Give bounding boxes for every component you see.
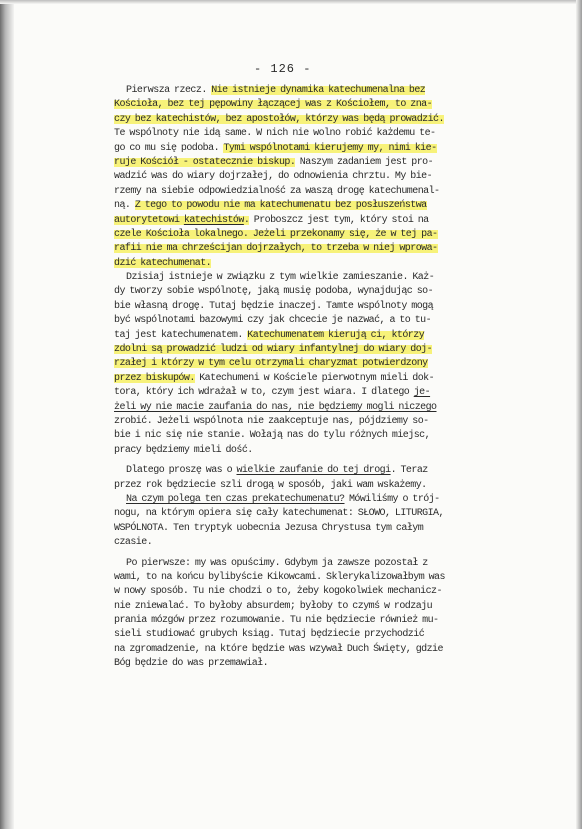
text-line (114, 285, 516, 299)
highlighted-text: zdolni są prowadzić ludzi od wiary infantylnej do wiary doj- (114, 344, 433, 356)
highlighted-text: Nie istnieje dynamika katechumenalna bez (211, 85, 426, 96)
text-segment: go co mu się podoba. (114, 142, 224, 154)
text-segment: . Teraz (390, 465, 428, 477)
text-segment: być wspólnotami bazowymi czy jak chcecie je nazwać, a to tu- (114, 315, 432, 327)
text-line (114, 257, 516, 271)
text-segment: sieli studiować grubych ksiąg. Tutaj będziecie przychodzić (114, 629, 425, 641)
highlighted-text: rafii nie ma chrześcijan dojrzałych, to trzeba w niej wprowa- (114, 243, 438, 255)
text-line (114, 386, 516, 400)
text-line (114, 127, 516, 141)
text-segment: ną. (114, 200, 135, 212)
text-line (114, 170, 516, 184)
text-line (114, 479, 516, 493)
text-line (114, 493, 516, 507)
text-line (114, 585, 516, 599)
body-text (114, 84, 516, 672)
text-line (114, 199, 516, 213)
underlined-text: je- (413, 387, 431, 399)
text-line (114, 557, 516, 571)
text-line (114, 84, 516, 98)
text-segment: na zgromadzenie, na które będzie was wzywał Duch Święty, gdzie (114, 643, 443, 655)
scan-shadow-left (0, 0, 14, 829)
text-segment: wami, to na końcu bylibyście Kikowcami. Sklerykalizowałbym was (114, 571, 445, 583)
text-line (114, 464, 516, 478)
underlined-text: żeli wy nie macie zaufania do nas, nie będziemy mogli niczego (114, 401, 437, 413)
highlighted-text: katechistów (183, 214, 244, 226)
highlighted-text: Kościoła, bez tej pępowiny łączącej was z Kościołem, to zna- (114, 99, 433, 111)
highlighted-text: rzałej i którzy w tym celu otrzymali charyzmat potwierdzony (114, 358, 428, 370)
text-segment: prania mózgów przez rozumowanie. Tu nie będziecie również mu- (114, 615, 439, 627)
highlighted-text: czy bez katechistów, bez apostołów, którzy was będą prowadzić. (114, 113, 444, 125)
text-line (114, 98, 516, 112)
scan-shadow-right (576, 0, 582, 829)
text-segment: tora, który ich wdrażał w to, czym jest wiara. I dlatego (114, 387, 414, 399)
page-number: - 126 - (254, 62, 312, 76)
text-segment: Dzisiaj istnieje w związku z tym wielkie zamieszanie. Każ- (126, 272, 435, 284)
highlighted-text: Tymi wspólnotami kierujemy my, nimi kie- (223, 142, 437, 154)
text-line (114, 343, 516, 357)
text-segment: rzemy na siebie odpowiedzialność za waszą drogę katechumenal- (114, 185, 440, 197)
text-line (114, 314, 516, 328)
text-line (114, 536, 516, 550)
text-line (114, 271, 516, 285)
text-line (114, 357, 516, 371)
text-line (114, 444, 516, 458)
text-segment: Po pierwsze: my was opuścimy. Gdybym ja zawsze pozostał z (126, 557, 428, 569)
underlined-text: Na czym polega ten czas prekatechumenatu? (126, 493, 345, 505)
text-line (114, 329, 516, 343)
highlighted-text: ruje Kościół - ostatecznie biskup. (114, 156, 296, 168)
text-segment: bie własną drogę. Tutaj będzie inaczej. Tamte wspólnoty mogą (114, 300, 434, 312)
text-segment: Te wspólnoty nie idą same. W nich nie wolno robić każdemu te- (114, 128, 436, 140)
text-line (114, 242, 516, 256)
highlighted-text: autorytetowi (114, 214, 184, 226)
text-line (114, 228, 516, 242)
text-segment: czasie. (114, 537, 153, 549)
text-line (114, 643, 516, 657)
highlighted-text: Katechumenatem kierują ci, którzy (247, 329, 425, 341)
text-line (114, 142, 516, 156)
text-segment: Katechumeni w Kościele pierwotnym mieli dok- (194, 372, 435, 384)
text-segment: taj jest katechumenatem. (114, 329, 248, 341)
text-segment: WSPÓLNOTA. Ten tryptyk uobecnia Jezusa Chrystusa tym całym (114, 522, 424, 534)
text-line (114, 156, 516, 170)
text-segment: nogu, na którym opiera się cały katechumenat: SŁOWO, LITURGIA, (114, 508, 444, 520)
text-segment: bie i nic się nie stanie. Wołają nas do tylu różnych miejsc, (114, 430, 431, 442)
text-line (114, 415, 516, 429)
text-segment: Mówiliśmy o trój- (344, 493, 440, 505)
text-line (114, 522, 516, 536)
text-line (114, 372, 516, 386)
highlighted-text: . (243, 214, 250, 226)
text-segment: w nowy sposób. Tu nie chodzi o to, żeby kogokolwiek mechanicz- (114, 586, 442, 598)
text-line (114, 401, 516, 415)
text-segment: zrobić. Jeżeli wspólnota nie zaakceptuje nas, pójdziemy so- (114, 415, 429, 427)
text-segment: Pierwsza rzecz. (126, 85, 212, 96)
text-line (114, 113, 516, 127)
text-line (114, 657, 516, 671)
text-line (114, 614, 516, 628)
text-line (114, 185, 516, 199)
text-segment: Dlatego proszę was o (126, 465, 237, 477)
text-segment: przez rok będziecie szli drogą w sposób, jaki wam wskażemy. (114, 479, 427, 491)
underlined-text: wielkie zaufanie do tej drogi (236, 465, 391, 477)
text-segment: Bóg będzie do was przemawiał. (114, 658, 269, 670)
highlighted-text: Z tego to powodu nie ma katechumenatu bez posłuszeństwa (134, 200, 427, 212)
text-line (114, 600, 516, 614)
text-line (114, 628, 516, 642)
highlighted-text: czele Kościoła lokalnego. Jeżeli przekonamy się, że w tej pa- (114, 228, 438, 240)
scan-shadow-top (0, 0, 582, 4)
highlighted-text: dzić katechumenat. (114, 257, 212, 269)
text-segment: nie zniewalać. To byłoby absurdem; byłoby to czymś w rodzaju (114, 600, 433, 612)
text-line (114, 429, 516, 443)
highlighted-text: przez biskupów. (114, 372, 195, 384)
text-line (114, 300, 516, 314)
text-segment: pracy będziemy mieli dość. (114, 444, 253, 456)
text-line (114, 214, 516, 228)
text-line (114, 507, 516, 521)
text-segment: Naszym zadaniem jest pro- (295, 156, 434, 168)
text-segment: Proboszcz jest tym, który stoi na (249, 214, 429, 226)
text-segment: wadzić was do wiary dojrzałej, do odnowienia chrztu. My bie- (114, 171, 433, 183)
text-segment: dy tworzy sobie wspólnotę, jaką musię podoba, wynajdując so- (114, 286, 434, 298)
text-line (114, 571, 516, 585)
